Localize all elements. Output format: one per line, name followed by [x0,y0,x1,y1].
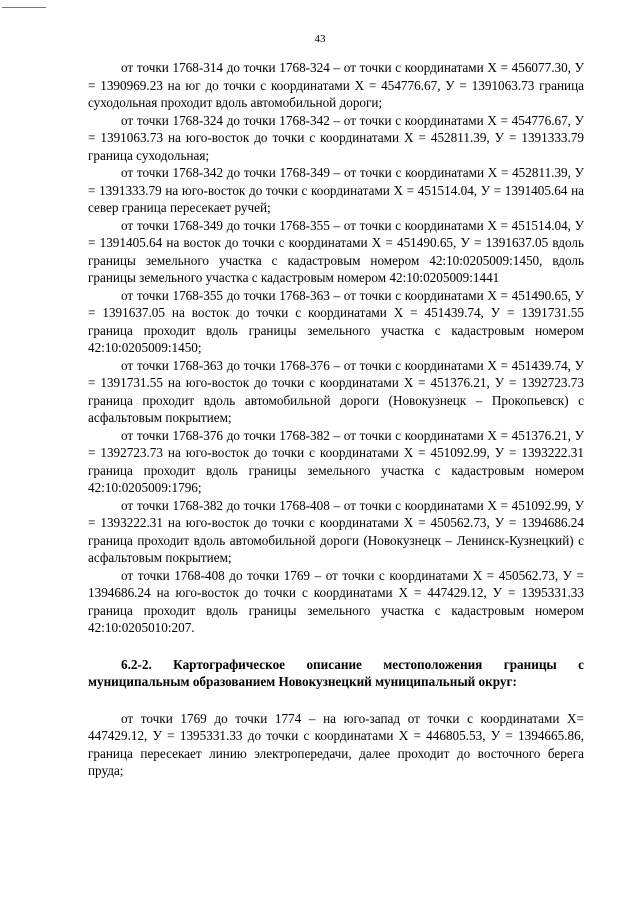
boundary-segment-paragraph: от точки 1768-382 до точки 1768-408 – от точки с координатами Х = 451092.99, У = 1393222.31 на юго-восток до точки с координатами Х = 450562.73, У = 1394686.24 граница проходит вдоль автомобильной дороги (Новокузнецк – Ленинск-Кузнецкий) с асфальтовым покрытием; [88,497,584,565]
boundary-segment-paragraph: от точки 1768-376 до точки 1768-382 – от точки с координатами Х = 451376.21, У = 1392723.73 на юго-восток до точки с координатами Х = 451092.99, У = 1393222.31 граница проходит вдоль границы земельного участка с кадастровым номером 42:10:0205009:1796; [88,427,584,495]
boundary-segment-paragraph: от точки 1768-349 до точки 1768-355 – от точки с координатами Х = 451514.04, У = 1391405.64 на восток до точки с координатами Х = 451490.65, У = 1391637.05 вдоль границы земельного участка с кадастровым номером 42:10:0205009:1450, вдоль границы земельного участка с кадастровым номером 42:10:0205009:1441 [88,217,584,285]
document-body [88,59,584,780]
boundary-segment-paragraph: от точки 1768-355 до точки 1768-363 – от точки с координатами Х = 451490.65, У = 1391637.05 на восток до точки с координатами Х = 451439.74, У = 1391731.55 граница проходит вдоль границы земельного участка с кадастровым номером 42:10:0205009:1450; [88,287,584,355]
boundary-segment-paragraph: от точки 1768-314 до точки 1768-324 – от точки с координатами Х = 456077.30, У = 1390969.23 на юг до точки с координатами Х = 454776.67, У = 1391063.73 граница суходольная проходит вдоль автомобильной дороги; [88,60,584,110]
boundary-segment-paragraph: от точки 1768-324 до точки 1768-342 – от точки с координатами Х = 454776.67, У = 1391063.73 на юго-восток до точки с координатами Х = 452811.39, У = 1391333.79 граница суходольная; [88,112,584,163]
boundary-segment-paragraph: от точки 1768-342 до точки 1768-349 – от точки с координатами Х = 452811.39, У = 1391333.79 на юго-восток до точки с координатами Х = 451514.04, У = 1391405.64 на север граница пересекает ручей; [88,165,584,215]
boundary-segment-paragraph: от точки 1768-363 до точки 1768-376 – от точки с координатами Х = 451439.74, У = 1391731.55 на юго-восток до точки с координатами Х = 451376.21, У = 1392723.73 граница проходит вдоль автомобильной дороги (Новокузнецк – Прокопьевск) с асфальтовым покрытием; [88,357,584,425]
page-number: 43 [314,33,326,45]
section-heading: 6.2-2. Картографическое описание местоположения границы с муниципальным образованием Новокузнецкий муниципальный округ: [88,656,584,689]
section-paragraph: от точки 1769 до точки 1774 – на юго-запад от точки с координатами Х= 447429.12, У = 1395331.33 до точки с координатами Х = 446805.53, У = 1394665.86, граница пересекает линию электропередачи, далее проходит до восточного берега пруда; [88,710,584,778]
boundary-segment-paragraph: от точки 1768-408 до точки 1769 – от точки с координатами Х = 450562.73, У = 1394686.24 на юго-восток до точки с координатами Х = 447429.12, У = 1395331.33 граница проходит вдоль границы земельного участка с кадастровым номером 42:10:0205010:207. [88,567,584,635]
top-rule [2,7,46,8]
